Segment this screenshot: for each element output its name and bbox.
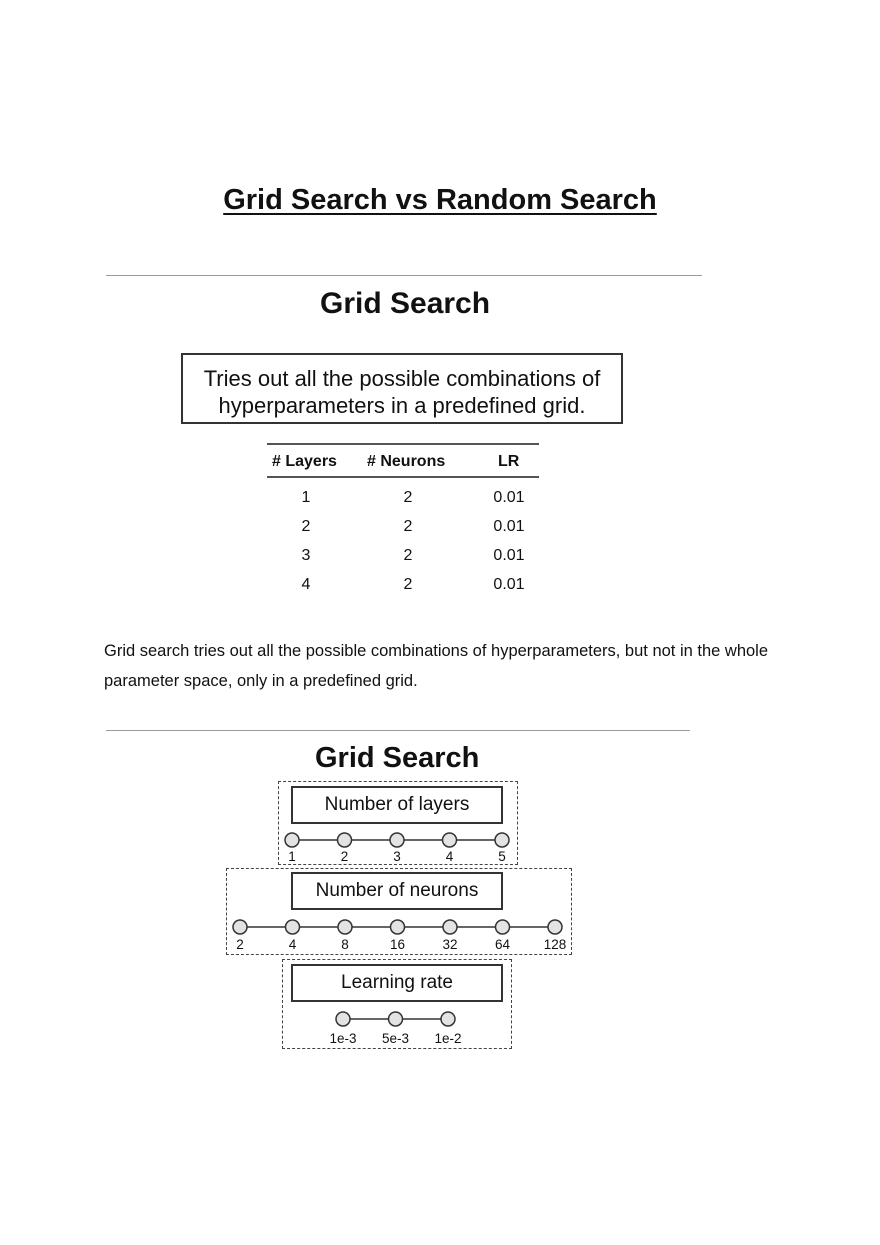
layers-value-node: [495, 833, 509, 847]
learning-rate-value-node: [389, 1012, 403, 1026]
neurons-tick-label: 64: [494, 937, 511, 952]
layers-value-node: [338, 833, 352, 847]
body-paragraph: Grid search tries out all the possible combinations of hyperparameters, but not in the whole parameter space, only in a predefined grid.: [104, 642, 769, 690]
learning-rate-label-box: Learning rate: [291, 964, 503, 1002]
layers-label-box: Number of layers: [291, 786, 503, 824]
neurons-tick-label: 32: [442, 937, 458, 952]
neurons-tick-label: 8: [341, 937, 349, 952]
document-title: Grid Search vs Random Search: [223, 184, 657, 216]
figure1-description-line2: hyperparameters in a predefined grid.: [218, 393, 586, 418]
layers-tick-label: 5: [498, 849, 506, 864]
neurons-value-node: [286, 920, 300, 934]
table-cell-lr: 0.01: [493, 547, 525, 564]
layers-tick-label: 1: [288, 849, 296, 864]
learning-rate-value-node: [336, 1012, 350, 1026]
neurons-label-box: Number of neurons: [291, 872, 503, 910]
table-cell-neurons: 2: [403, 518, 413, 535]
learning-rate-tick-label: 5e-3: [381, 1031, 410, 1046]
figure1-title: Grid Search: [320, 287, 491, 320]
neurons-tick-label: 128: [543, 937, 567, 952]
learning-rate-value-node: [441, 1012, 455, 1026]
table-cell-layers: 1: [301, 489, 311, 506]
layers-tick-label: 3: [393, 849, 401, 864]
neurons-value-node: [391, 920, 405, 934]
neurons-value-node: [496, 920, 510, 934]
learning-rate-tick-label: 1e-2: [434, 1031, 462, 1046]
table-cell-neurons: 2: [403, 489, 413, 506]
table-header-lr: LR: [498, 453, 520, 470]
table-cell-lr: 0.01: [493, 576, 525, 593]
layers-value-node: [390, 833, 404, 847]
table-cell-lr: 0.01: [493, 489, 525, 506]
layers-axis: [285, 833, 509, 847]
table-cell-lr: 0.01: [493, 518, 525, 535]
neurons-value-node: [338, 920, 352, 934]
table-cell-neurons: 2: [403, 547, 413, 564]
layers-tick-label: 2: [340, 849, 349, 864]
table-cell-neurons: 2: [403, 576, 413, 593]
learning-rate-axis: [336, 1012, 455, 1026]
neurons-value-node: [548, 920, 562, 934]
neurons-value-node: [233, 920, 247, 934]
neurons-tick-label: 2: [236, 937, 244, 952]
neurons-tick-label: 16: [389, 937, 406, 952]
learning-rate-tick-label: 1e-3: [329, 1031, 357, 1046]
table-header-neurons: # Neurons: [367, 453, 446, 470]
neurons-value-node: [443, 920, 457, 934]
table-cell-layers: 3: [301, 547, 311, 564]
table-cell-layers: 4: [301, 576, 311, 593]
layers-value-node: [443, 833, 457, 847]
figure1-description-line1: Tries out all the possible combinations of: [203, 366, 601, 391]
figure2-title: Grid Search: [315, 742, 480, 774]
table-header-layers: # Layers: [272, 453, 337, 470]
layers-value-node: [285, 833, 299, 847]
neurons-tick-label: 4: [288, 937, 297, 952]
layers-tick-label: 4: [445, 849, 454, 864]
table-cell-layers: 2: [301, 518, 311, 535]
neurons-axis: [233, 920, 562, 934]
